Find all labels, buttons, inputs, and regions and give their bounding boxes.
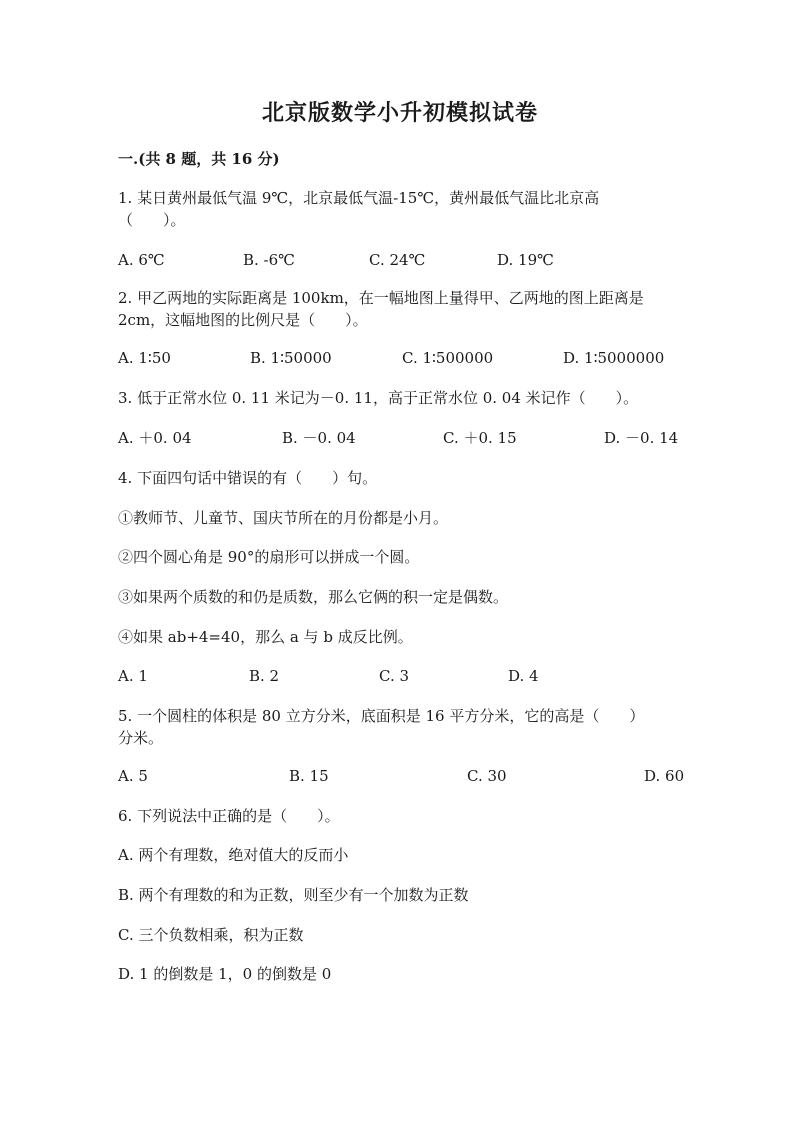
question-6-option-a: A. 两个有理数，绝对值大的反而小 bbox=[118, 846, 349, 864]
question-3-option-d: D. －0. 14 bbox=[604, 429, 679, 447]
question-2-option-c: C. 1∶500000 bbox=[402, 349, 494, 367]
question-3-option-a: A. ＋0. 04 bbox=[118, 429, 192, 447]
question-6-option-c: C. 三个负数相乘，积为正数 bbox=[118, 926, 304, 944]
question-4-statement-1: ①教师节、儿童节、国庆节所在的月份都是小月。 bbox=[118, 509, 449, 527]
section-heading: 一.(共 8 题，共 16 分) bbox=[118, 150, 280, 168]
question-1-text: 1. 某日黄州最低气温 9℃，北京最低气温-15℃，黄州最低气温比北京高 bbox=[118, 189, 600, 207]
question-1-option-b: B. -6℃ bbox=[243, 251, 295, 269]
question-4-statement-4: ④如果 ab+4=40，那么 a 与 b 成反比例。 bbox=[118, 628, 413, 646]
question-5-option-d: D. 60 bbox=[644, 767, 685, 785]
question-5-option-c: C. 30 bbox=[467, 767, 507, 785]
question-3-text: 3. 低于正常水位 0. 11 米记为－0. 11，高于正常水位 0. 04 米记作（ ）。 bbox=[118, 389, 639, 407]
question-1-option-c: C. 24℃ bbox=[369, 251, 426, 269]
page-title: 北京版数学小升初模拟试卷 bbox=[261, 100, 538, 126]
question-4-option-a: A. 1 bbox=[118, 667, 148, 685]
question-4-option-b: B. 2 bbox=[249, 667, 280, 685]
question-5-text: 5. 一个圆柱的体积是 80 立方分米，底面积是 16 平方分米，它的高是（ ） bbox=[118, 707, 645, 725]
question-6-option-b: B. 两个有理数的和为正数，则至少有一个加数为正数 bbox=[118, 886, 469, 904]
question-5-option-b: B. 15 bbox=[289, 767, 329, 785]
question-4-statement-2: ②四个圆心角是 90°的扇形可以拼成一个圆。 bbox=[118, 548, 420, 566]
question-2-text-cont: 2cm，这幅地图的比例尺是（ ）。 bbox=[118, 311, 368, 329]
question-1-text-cont: （ ）。 bbox=[118, 211, 186, 229]
question-2-option-a: A. 1∶50 bbox=[118, 349, 171, 367]
question-2-option-b: B. 1∶50000 bbox=[250, 349, 332, 367]
question-5-text-cont: 分米。 bbox=[118, 729, 164, 747]
question-1-option-a: A. 6℃ bbox=[118, 251, 165, 269]
question-1-option-d: D. 19℃ bbox=[497, 251, 554, 269]
question-6-text: 6. 下列说法中正确的是（ ）。 bbox=[118, 807, 340, 825]
question-4-option-c: C. 3 bbox=[379, 667, 410, 685]
question-4-option-d: D. 4 bbox=[508, 667, 539, 685]
question-6-option-d: D. 1 的倒数是 1，0 的倒数是 0 bbox=[118, 965, 332, 983]
question-2-option-d: D. 1∶5000000 bbox=[563, 349, 665, 367]
question-3-option-c: C. ＋0. 15 bbox=[443, 429, 517, 447]
question-5-option-a: A. 5 bbox=[118, 767, 148, 785]
question-2-text: 2. 甲乙两地的实际距离是 100km，在一幅地图上量得甲、乙两地的图上距离是 bbox=[118, 289, 644, 307]
question-4-text: 4. 下面四句话中错误的有（ ）句。 bbox=[118, 469, 378, 487]
question-3-option-b: B. －0. 04 bbox=[282, 429, 356, 447]
question-4-statement-3: ③如果两个质数的和仍是质数，那么它俩的积一定是偶数。 bbox=[118, 588, 509, 606]
